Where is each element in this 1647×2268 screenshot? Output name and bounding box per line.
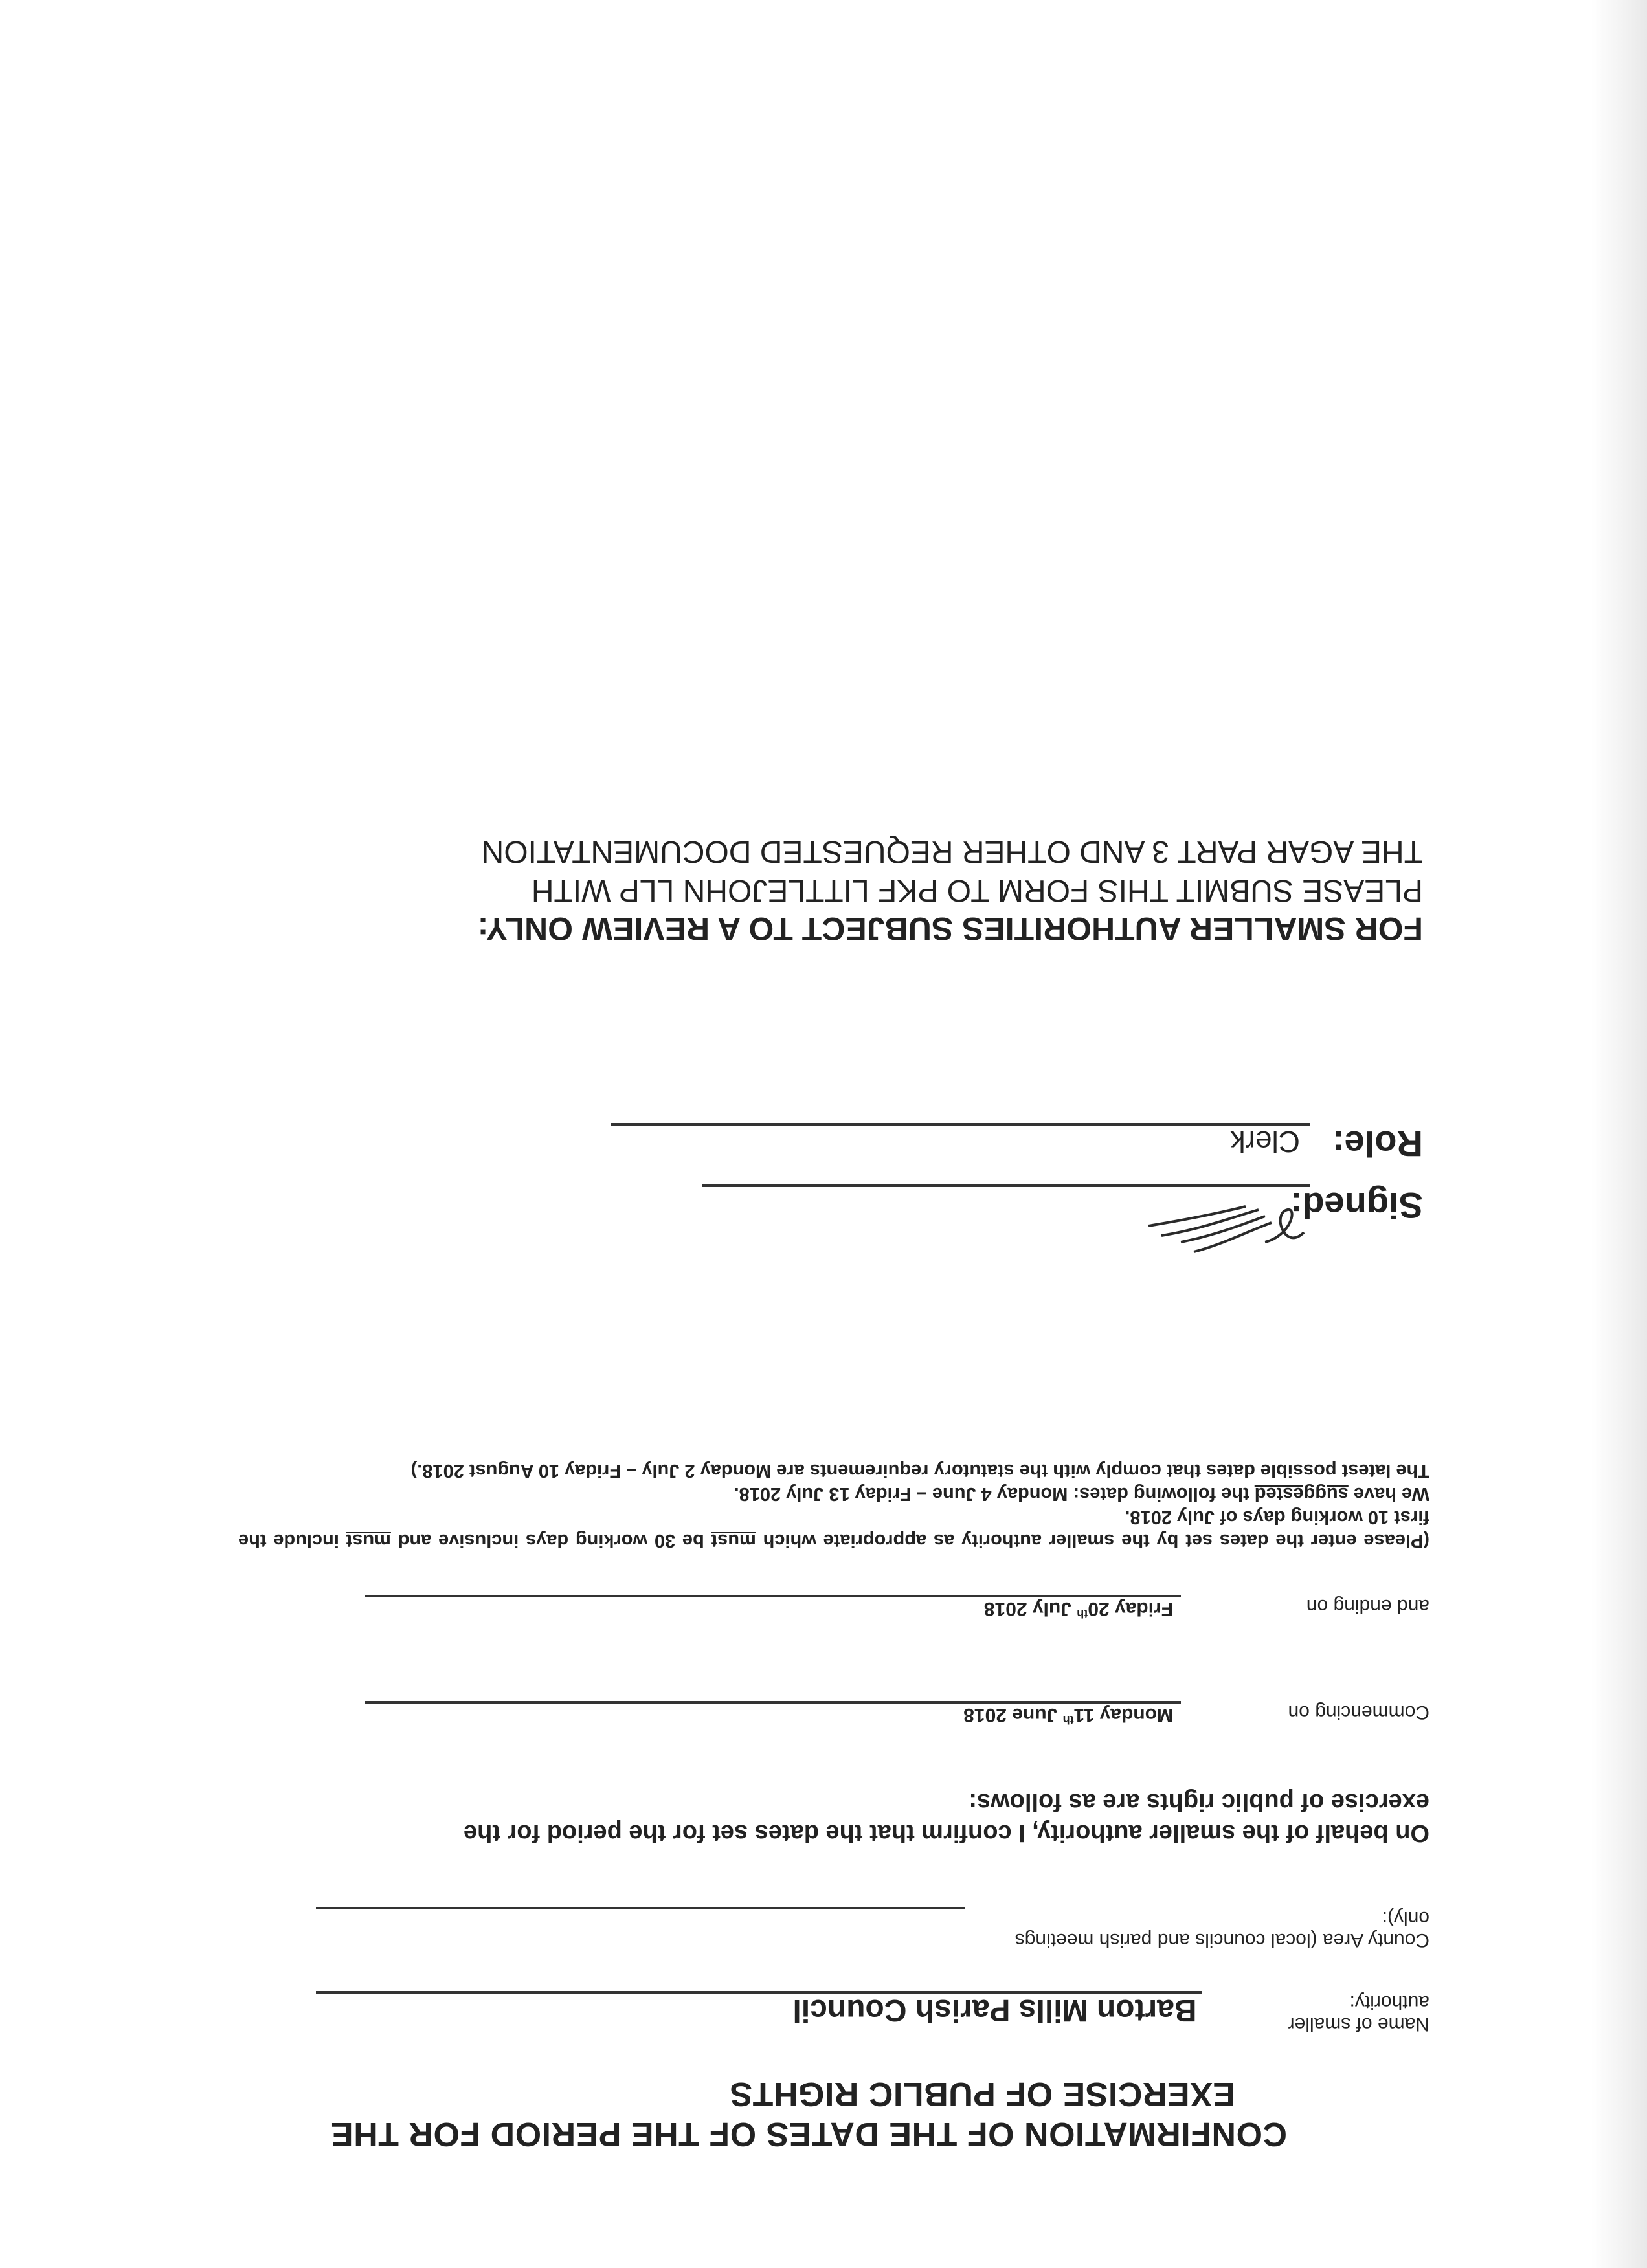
ending-month-year: July 2018	[983, 1598, 1077, 1619]
submission-line-2: PLEASE SUBMIT THIS FORM TO PKF LITTLEJOHN LLP WITH	[531, 873, 1423, 907]
submission-heading: FOR SMALLER AUTHORITIES SUBJECT TO A REVIEW ONLY:	[477, 911, 1423, 947]
note-paragraph-3: The latest possible dates that comply with the statutory requirements are Monday 2 July – Friday 10 August 2018.)	[410, 1460, 1429, 1481]
note-p2-text-b: the following dates: Monday 4 June – Friday 13 July 2018.	[734, 1484, 1255, 1504]
role-field	[611, 1123, 1310, 1158]
title-line-1: CONFIRMATION OF THE DATES OF THE PERIOD FOR THE	[330, 2115, 1287, 2153]
submission-line-3: THE AGAR PART 3 AND OTHER REQUESTED DOCUMENTATION	[481, 834, 1423, 869]
ending-row	[316, 1595, 1429, 1626]
note-p1-must-2: must	[346, 1530, 391, 1551]
authority-name-field	[316, 1991, 1202, 2026]
signed-row	[316, 1184, 1423, 1265]
signature-field	[702, 1184, 1310, 1265]
note-p1-text-a: (Please enter the dates set by the smaller authority as appropriate which	[756, 1530, 1429, 1551]
dates-guidance-note	[238, 1459, 1429, 1552]
ending-value	[984, 1597, 1181, 1625]
ending-label: and ending on	[1306, 1595, 1429, 1617]
note-p2-text-a: We have	[1348, 1484, 1429, 1504]
note-p2-suggested: suggested	[1254, 1484, 1349, 1504]
signed-label: Signed:	[1290, 1185, 1423, 1226]
county-area-field	[316, 1907, 965, 1938]
commencing-month-year: June 2018	[963, 1704, 1063, 1726]
form-title	[316, 2074, 1429, 2154]
role-row	[316, 1123, 1423, 1165]
commencing-row	[316, 1701, 1429, 1732]
note-p1-must: must	[711, 1530, 756, 1551]
submission-instructions	[316, 832, 1423, 948]
commencing-ordinal: th	[1062, 1713, 1074, 1726]
commencing-day: Monday 11	[1073, 1704, 1173, 1726]
ending-ordinal: th	[1077, 1607, 1088, 1620]
county-area-row	[316, 1907, 1429, 1951]
note-p1-text-b: be 30 working days inclusive and	[390, 1530, 711, 1551]
commencing-value	[963, 1704, 1181, 1731]
role-label: Role:	[1332, 1124, 1423, 1164]
note-paragraph-2	[238, 1482, 1429, 1506]
ending-day: Friday 20	[1088, 1598, 1173, 1619]
ending-field	[365, 1595, 1181, 1626]
authority-name-value: Barton Mills Parish Council	[792, 1993, 1197, 2027]
note-paragraph-1	[238, 1506, 1429, 1552]
authority-name-label: Name of smaller authority:	[1288, 1992, 1429, 2035]
form-page	[238, 832, 1429, 2154]
authority-name-row	[316, 1991, 1429, 2035]
commencing-label: Commencing on	[1288, 1702, 1429, 1723]
handwritten-signature	[1142, 1187, 1310, 1271]
county-area-label: County Area (local councils and parish meetings only):	[1014, 1907, 1429, 1951]
title-line-2: EXERCISE OF PUBLIC RIGHTS	[729, 2075, 1235, 2113]
commencing-field	[365, 1701, 1181, 1732]
note-p1-text-c: include the first 10 working days of July 2018.	[238, 1507, 1429, 1551]
confirmation-statement: On behalf of the smaller authority, I confirm that the dates set for the period for the exercise of public rights are as follows:	[463, 1788, 1429, 1847]
role-value: Clerk	[1230, 1125, 1300, 1159]
